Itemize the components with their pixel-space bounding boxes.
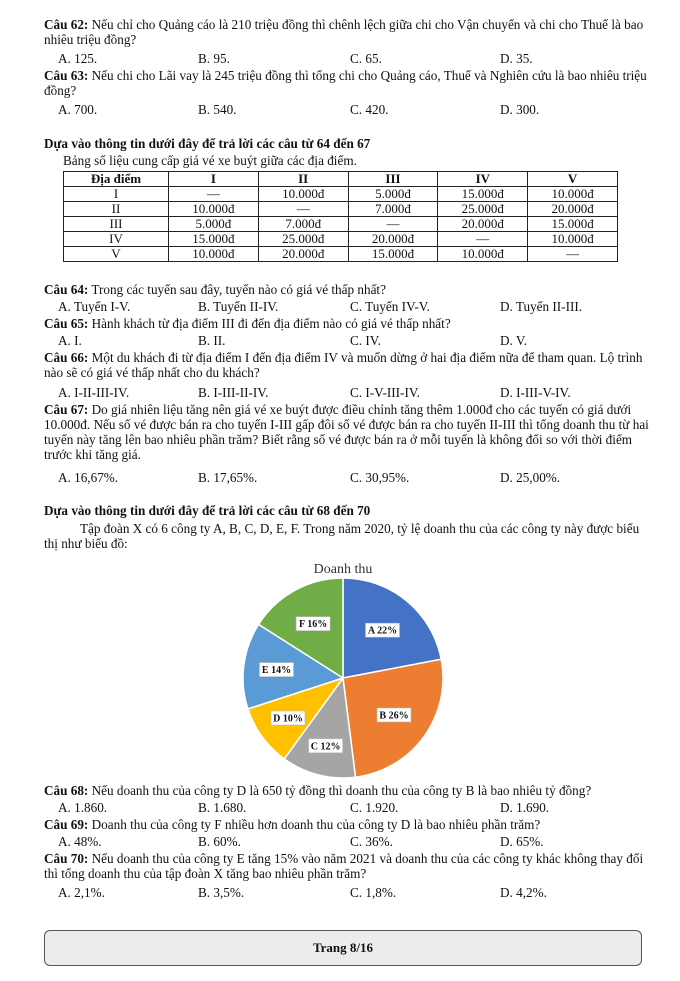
option-d: D. V.	[500, 333, 527, 348]
option-a: A. 700.	[58, 102, 98, 117]
question-text: Hành khách từ địa điểm III đi đến địa điểm nào có giá vé thấp nhất?	[88, 316, 451, 331]
question-label: Câu 69:	[44, 817, 89, 832]
svg-text:B 26%: B 26%	[379, 710, 409, 722]
question-70	[44, 851, 649, 881]
options-69	[58, 834, 618, 849]
option-a: A. 1.860.	[58, 800, 108, 815]
options-63	[58, 102, 618, 117]
question-66	[44, 350, 649, 380]
table-row	[64, 202, 618, 217]
options-64	[58, 299, 618, 314]
options-68	[58, 800, 618, 815]
question-text: Một du khách đi từ địa điểm I đến địa điểm IV và muốn dừng ở hai địa điểm nữa để tham quan. Lộ trình nào sẽ có giá vé thấp nhất cho du khách?	[44, 350, 643, 380]
option-a: A. 48%.	[58, 834, 102, 849]
fare-table	[63, 171, 618, 262]
section-intro: Tập đoàn X có 6 công ty A, B, C, D, E, F. Trong năm 2020, tỷ lệ doanh thu của các công ty này được biểu thị như biểu đồ:	[44, 521, 640, 551]
header-cell: I	[169, 172, 259, 187]
question-label: Câu 62:	[44, 17, 89, 32]
table-cell: —	[528, 247, 618, 262]
question-65	[44, 316, 649, 331]
table-row	[64, 217, 618, 232]
option-b: B. 3,5%.	[198, 885, 245, 900]
svg-text:C 12%: C 12%	[310, 741, 341, 753]
table-caption: Bảng số liệu cung cấp giá vé xe buýt giữa các địa điểm.	[63, 153, 357, 168]
option-c: C. 1.920.	[350, 800, 399, 815]
question-69	[44, 817, 649, 832]
option-c: C. I-V-III-IV.	[350, 385, 420, 400]
table-cell: 10.000đ	[438, 247, 528, 262]
option-d: D. I-III-V-IV.	[500, 385, 571, 400]
revenue-pie-chart	[232, 556, 452, 786]
options-66	[58, 385, 618, 400]
table-cell: 15.000đ	[348, 247, 438, 262]
option-d: D. 25,00%.	[500, 470, 561, 485]
pie-label-a	[366, 623, 400, 637]
svg-text:A 22%: A 22%	[367, 625, 398, 637]
question-label: Câu 65:	[44, 316, 89, 331]
table-cell: —	[169, 187, 259, 202]
question-63	[44, 68, 649, 98]
header-cell: Địa điểm	[64, 172, 169, 187]
question-text: Do giá nhiên liệu tăng nên giá vé xe buýt được điều chỉnh tăng thêm 1.000đ cho các tuyến có giá dưới 10.000đ. Nếu số vé được bán ra cho tuyến I-III gấp đôi số vé được bán ra cho tuyến II-III thì tổng doanh thu từ hai tuyến này tăng lên bao nhiêu phần trăm? Biết rằng số vé được bán ra ở mỗi tuyến là không đổi so với thời điểm trước khi tăng giá.	[44, 402, 649, 462]
table-cell: —	[438, 232, 528, 247]
question-68	[44, 783, 649, 798]
question-label: Câu 67:	[44, 402, 89, 417]
options-65	[58, 333, 618, 348]
pie-label-b	[377, 708, 411, 722]
page-footer	[44, 930, 642, 966]
table-cell: 5.000đ	[348, 187, 438, 202]
table-cell: 10.000đ	[169, 247, 259, 262]
question-62	[44, 17, 649, 47]
option-b: B. Tuyến II-IV.	[198, 299, 279, 314]
table-cell: IV	[64, 232, 169, 247]
question-text: Nếu chỉ cho Quảng cáo là 210 triệu đồng thì chênh lệch giữa chi cho Vận chuyển và chi cho Thuế là bao nhiêu triệu đồng?	[44, 17, 644, 47]
table-cell: III	[64, 217, 169, 232]
table-header-row	[64, 172, 618, 187]
table-cell: 25.000đ	[258, 232, 348, 247]
table-cell: —	[348, 217, 438, 232]
table-cell: I	[64, 187, 169, 202]
pie-label-f	[296, 617, 330, 631]
header-cell: IV	[438, 172, 528, 187]
pie-label-d	[271, 711, 305, 725]
table-cell: 20.000đ	[258, 247, 348, 262]
question-text: Nếu doanh thu của công ty D là 650 tỷ đồng thì doanh thu của công ty B là bao nhiêu tỷ đồng?	[88, 783, 592, 798]
chart-title: Doanh thu	[313, 562, 373, 577]
option-d: D. 4,2%.	[500, 885, 547, 900]
pie-label-e	[260, 663, 294, 677]
option-b: B. 17,65%.	[198, 470, 258, 485]
question-67	[44, 402, 649, 462]
table-row	[64, 187, 618, 202]
svg-text:E 14%: E 14%	[261, 665, 292, 677]
options-70	[58, 885, 618, 900]
page-number: Trang 8/16	[312, 940, 374, 955]
option-d: D. 65%.	[500, 834, 544, 849]
table-row	[64, 247, 618, 262]
option-a: A. Tuyến I-V.	[58, 299, 131, 314]
table-cell: 10.000đ	[258, 187, 348, 202]
question-text: Nếu chi cho Lãi vay là 245 triệu đồng thì tổng chi cho Quảng cáo, Thuế và Nghiên cứu là bao nhiêu triệu đồng?	[44, 68, 647, 98]
table-cell: 25.000đ	[438, 202, 528, 217]
option-b: B. 1.680.	[198, 800, 247, 815]
options-62	[58, 51, 618, 66]
option-c: C. Tuyến IV-V.	[350, 299, 430, 314]
table-cell: 20.000đ	[528, 202, 618, 217]
option-a: A. 16,67%.	[58, 470, 119, 485]
option-c: C. 420.	[350, 102, 389, 117]
table-cell: II	[64, 202, 169, 217]
option-c: C. 65.	[350, 51, 382, 66]
svg-text:D 10%: D 10%	[273, 713, 303, 725]
pie-label-c	[309, 739, 343, 753]
question-text: Doanh thu của công ty F nhiều hơn doanh thu của công ty D là bao nhiêu phần trăm?	[88, 817, 541, 832]
option-a: A. I-II-III-IV.	[58, 385, 130, 400]
header-cell: V	[528, 172, 618, 187]
option-b: B. 60%.	[198, 834, 241, 849]
option-c: C. IV.	[350, 333, 381, 348]
question-label: Câu 70:	[44, 851, 89, 866]
option-b: B. II.	[198, 333, 226, 348]
table-cell: 5.000đ	[169, 217, 259, 232]
option-b: B. I-III-II-IV.	[198, 385, 269, 400]
table-cell: 15.000đ	[528, 217, 618, 232]
option-d: D. 300.	[500, 102, 540, 117]
option-a: A. I.	[58, 333, 82, 348]
option-c: C. 1,8%.	[350, 885, 397, 900]
question-label: Câu 63:	[44, 68, 89, 83]
option-a: A. 2,1%.	[58, 885, 105, 900]
question-text: Trong các tuyến sau đây, tuyến nào có giá vé thấp nhất?	[88, 282, 386, 297]
question-text: Nếu doanh thu của công ty E tăng 15% vào năm 2021 và doanh thu của các công ty khác không thay đổi thì tổng doanh thu của tập đoàn X tăng bao nhiêu phần trăm?	[44, 851, 644, 881]
table-cell: —	[258, 202, 348, 217]
question-label: Câu 66:	[44, 350, 89, 365]
section-title-64-67: Dựa vào thông tin dưới đây để trả lời các câu từ 64 đến 67	[44, 136, 371, 151]
table-cell: V	[64, 247, 169, 262]
table-cell: 7.000đ	[258, 217, 348, 232]
table-cell: 15.000đ	[169, 232, 259, 247]
header-cell: II	[258, 172, 348, 187]
option-c: C. 36%.	[350, 834, 393, 849]
option-d: D. 1.690.	[500, 800, 550, 815]
table-cell: 20.000đ	[348, 232, 438, 247]
table-cell: 7.000đ	[348, 202, 438, 217]
option-c: C. 30,95%.	[350, 470, 410, 485]
table-cell: 10.000đ	[528, 232, 618, 247]
table-cell: 10.000đ	[169, 202, 259, 217]
table-cell: 10.000đ	[528, 187, 618, 202]
table-cell: 20.000đ	[438, 217, 528, 232]
question-64	[44, 282, 649, 297]
option-d: D. Tuyến II-III.	[500, 299, 583, 314]
section-title-68-70: Dựa vào thông tin dưới đây để trả lời các câu từ 68 đến 70	[44, 503, 371, 518]
options-67	[58, 470, 618, 485]
option-b: B. 540.	[198, 102, 237, 117]
question-label: Câu 64:	[44, 282, 89, 297]
option-d: D. 35.	[500, 51, 533, 66]
header-cell: III	[348, 172, 438, 187]
table-row	[64, 232, 618, 247]
question-label: Câu 68:	[44, 783, 89, 798]
option-b: B. 95.	[198, 51, 230, 66]
table-cell: 15.000đ	[438, 187, 528, 202]
svg-text:F 16%: F 16%	[298, 619, 328, 631]
option-a: A. 125.	[58, 51, 98, 66]
